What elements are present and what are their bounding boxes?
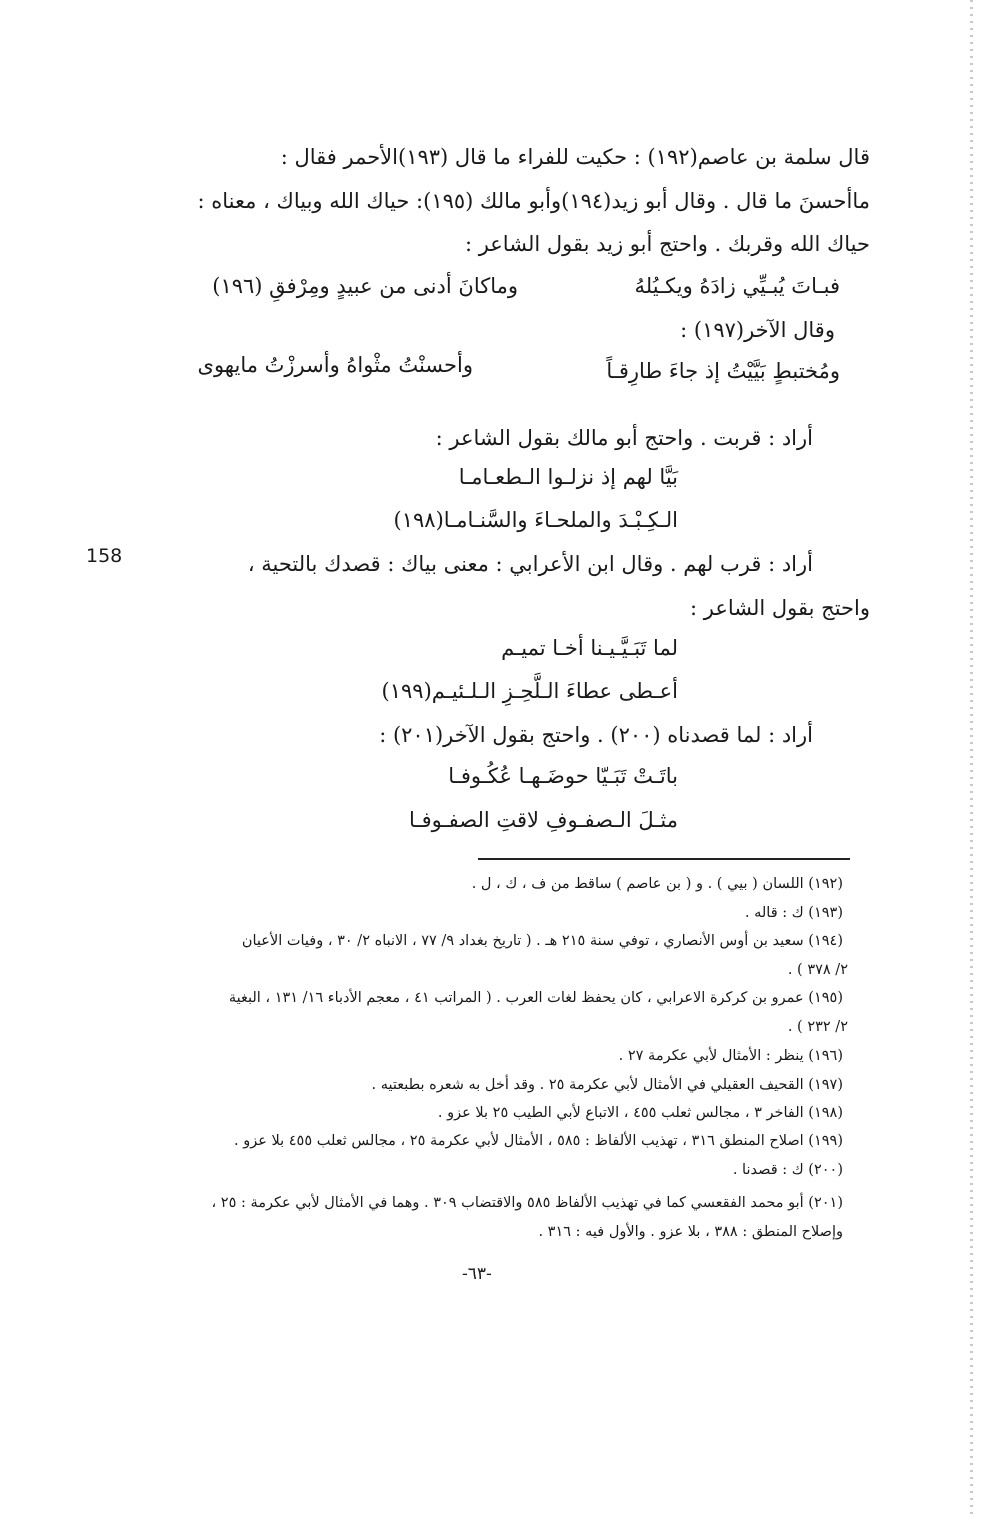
prose2-line-1: أراد : قرب لهم . وقال ابن الأعرابي : معنى بياك : قصدك بالتحية ،	[247, 552, 813, 576]
footnote-200: (٢٠٠) ك : قصدنا .	[732, 1162, 843, 1178]
footnote-separator	[478, 858, 850, 860]
verse2-hemistich-b: وأحسنْتُ مثْواهُ وأسرزْتُ مايهوى	[197, 353, 473, 377]
prose-line-1: قال سلمة بن عاصم(١٩٢) : حكيت للفراء ما قال (١٩٣)الأحمر فقال :	[280, 145, 870, 169]
footnote-193: (١٩٣) ك : قاله .	[744, 905, 843, 921]
prose-line-2: ماأحسنَ ما قال . وقال أبو زيد(١٩٤)وأبو مالك (١٩٥): حياك الله وبياك ، معناه :	[197, 189, 870, 213]
footnote-199: (١٩٩) اصلاح المنطق ٣١٦ ، تهذيب الألفاظ : ٥٨٥ ، الأمثال لأبي عكرمة ٢٥ ، مجالس ثعلب ٤٥٥ بلا عزو .	[233, 1133, 843, 1149]
verse2-hemistich-a: ومُختبطٍ بَيَّيْتُ إذ جاءَ طارِقـاً	[606, 359, 840, 383]
footnote-197: (١٩٧) القحيف العقيلي في الأمثال لأبي عكرمة ٢٥ . وقد أخل به شعره بطبعتيه .	[371, 1077, 843, 1093]
verse5-line-2: مثـلَ الـصفـوفِ لاقتِ الصفـوفـا	[409, 808, 678, 832]
prose2-line-2: واحتج بقول الشاعر :	[689, 596, 870, 620]
footnote-194-cont: ٢/ ٣٧٨ ) .	[787, 962, 848, 978]
scan-edge-marks	[970, 0, 973, 1517]
intro-line-3: أراد : قربت . واحتج أبو مالك بقول الشاعر :	[435, 426, 813, 450]
verse3-line-1: بَيَّا لهم إذ نزلـوا الـطعـامـا	[458, 465, 678, 489]
footnote-194: (١٩٤) سعيد بن أوس الأنصاري ، توفي سنة ٢١٥ هـ . ( تاريخ بغداد ٩/ ٧٧ ، الانباه ٢/ ٣٠ ، وفيات الأعيان	[241, 933, 843, 949]
margin-page-number: 158	[86, 545, 123, 567]
footnote-195-cont: ٢/ ٢٣٢ ) .	[787, 1019, 848, 1035]
footnote-201-cont: وإصلاح المنطق : ٣٨٨ ، بلا عزو . والأول فيه : ٣١٦ .	[538, 1224, 843, 1240]
intro-line-2: وقال الآخر(١٩٧) :	[680, 318, 835, 342]
footnote-201: (٢٠١) أبو محمد الفقعسي كما في تهذيب الألفاظ ٥٨٥ والاقتضاب ٣٠٩ . وهما في الأمثال لأبي عكرمة : ٢٥ ،	[211, 1195, 843, 1211]
page-number: -٦٣-	[462, 1264, 492, 1284]
footnote-195: (١٩٥) عمرو بن كركرة الاعرابي ، كان يحفظ لغات العرب . ( المراتب ٤١ ، معجم الأدباء ١٦/ ١٣١ ، البغية	[228, 990, 843, 1006]
verse1-hemistich-b: وماكانَ أدنى من عبيدٍ ومِرْفقِ (١٩٦)	[212, 274, 518, 298]
footnote-196: (١٩٦) ينظر : الأمثال لأبي عكرمة ٢٧ .	[618, 1048, 843, 1064]
footnote-198: (١٩٨) الفاخر ٣ ، مجالس ثعلب ٤٥٥ ، الاتباع لأبي الطيب ٢٥ بلا عزو .	[437, 1105, 843, 1121]
footnote-192: (١٩٢) اللسان ( بيي ) . و ( بن عاصم ) ساقط من ف ، ك ، ل .	[471, 876, 843, 892]
verse3-line-2: الـكِـبْـدَ والملحـاءَ والسَّنـامـا(١٩٨)	[393, 508, 678, 532]
verse5-line-1: باتَـتْ تَبَـيّا حوضَـهـا عُكُـوفـا	[448, 764, 678, 788]
intro-line-5: أراد : لما قصدناه (٢٠٠) . واحتج بقول الآخر(٢٠١) :	[379, 723, 813, 747]
prose-line-3: حياك الله وقربك . واحتج أبو زيد بقول الشاعر :	[464, 232, 870, 256]
verse1-hemistich-a: فبـاتَ يُبـيِّي زادَهُ ويكـيُلهُ	[634, 274, 840, 298]
verse4-line-1: لما تَبَـيَّـيـنا أخـا تميـم	[501, 636, 678, 660]
verse4-line-2: أعـطى عطاءَ الـلَّحِـزِ الـلـئيـم(١٩٩)	[381, 679, 678, 703]
